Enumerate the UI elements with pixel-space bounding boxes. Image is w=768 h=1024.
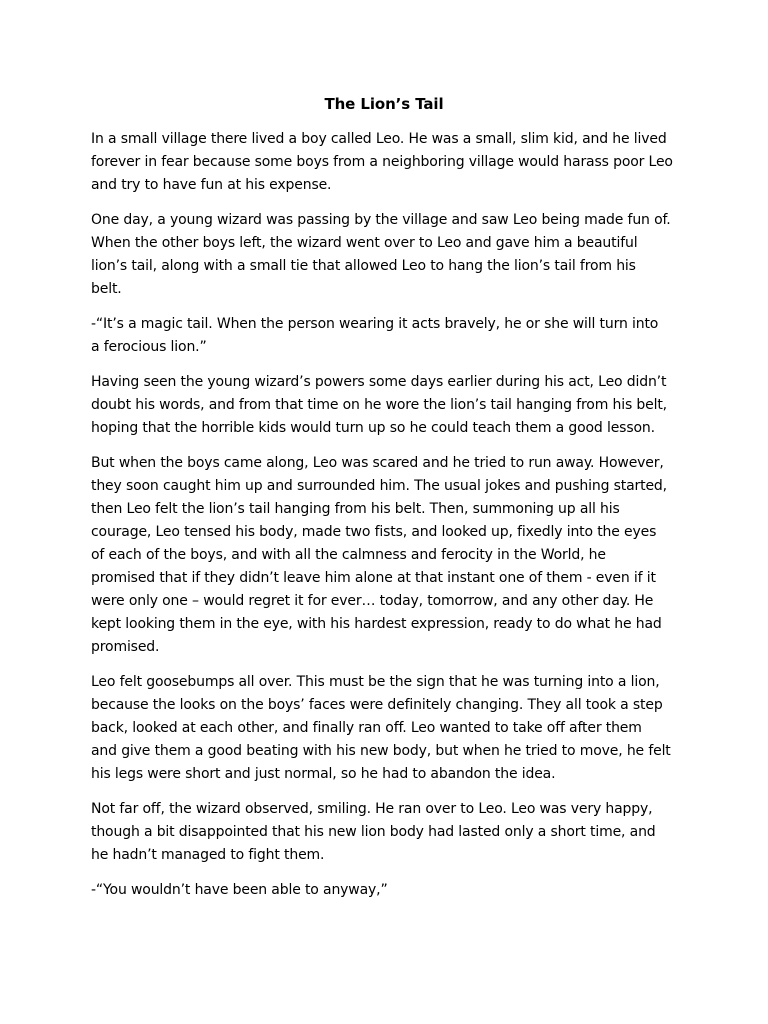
- text-line: In a small village there lived a boy called Leo. He was a small, slim kid, and he lived: [91, 131, 667, 147]
- document-title: The Lion’s Tail: [324, 95, 444, 113]
- document-body: [91, 128, 681, 914]
- text-line: But when the boys came along, Leo was scared and he tried to run away. However,: [91, 455, 664, 471]
- paragraph: [91, 879, 681, 902]
- text-line: Not far off, the wizard observed, smiling. He ran over to Leo. Leo was very happy,: [91, 801, 653, 817]
- text-line: kept looking them in the eye, with his hardest expression, ready to do what he had: [91, 616, 662, 632]
- text-line: When the other boys left, the wizard went over to Leo and gave him a beautiful: [91, 235, 638, 251]
- text-line: promised.: [91, 639, 160, 655]
- text-line: and try to have fun at his expense.: [91, 177, 332, 193]
- text-line: courage, Leo tensed his body, made two fists, and looked up, fixedly into the eyes: [91, 524, 657, 540]
- text-line: hoping that the horrible kids would turn up so he could teach them a good lesson.: [91, 420, 655, 436]
- text-line: belt.: [91, 281, 122, 297]
- text-line: of each of the boys, and with all the calmness and ferocity in the World, he: [91, 547, 606, 563]
- paragraph: [91, 452, 681, 659]
- text-line: back, looked at each other, and finally ran off. Leo wanted to take off after them: [91, 720, 642, 736]
- paragraph: [91, 313, 681, 359]
- text-line: Leo felt goosebumps all over. This must be the sign that he was turning into a lion,: [91, 674, 660, 690]
- text-line: and give them a good beating with his new body, but when he tried to move, he felt: [91, 743, 671, 759]
- text-line: he hadn’t managed to fight them.: [91, 847, 325, 863]
- text-line: his legs were short and just normal, so he had to abandon the idea.: [91, 766, 556, 782]
- text-line: -“You wouldn’t have been able to anyway,”: [91, 882, 388, 898]
- text-line: then Leo felt the lion’s tail hanging from his belt. Then, summoning up all his: [91, 501, 620, 517]
- text-line: forever in fear because some boys from a neighboring village would harass poor Leo: [91, 154, 673, 170]
- text-line: because the looks on the boys’ faces were definitely changing. They all took a step: [91, 697, 663, 713]
- paragraph: [91, 128, 681, 197]
- text-line: promised that if they didn’t leave him alone at that instant one of them - even if it: [91, 570, 656, 586]
- text-line: One day, a young wizard was passing by the village and saw Leo being made fun of.: [91, 212, 671, 228]
- text-line: a ferocious lion.”: [91, 339, 207, 355]
- paragraph: [91, 798, 681, 867]
- text-line: doubt his words, and from that time on he wore the lion’s tail hanging from his belt,: [91, 397, 667, 413]
- text-line: lion’s tail, along with a small tie that allowed Leo to hang the lion’s tail from his: [91, 258, 636, 274]
- text-line: Having seen the young wizard’s powers some days earlier during his act, Leo didn’t: [91, 374, 667, 390]
- paragraph: [91, 371, 681, 440]
- text-line: they soon caught him up and surrounded him. The usual jokes and pushing started,: [91, 478, 667, 494]
- text-line: were only one – would regret it for ever… today, tomorrow, and any other day. He: [91, 593, 654, 609]
- paragraph: [91, 671, 681, 786]
- text-line: -“It’s a magic tail. When the person wearing it acts bravely, he or she will turn into: [91, 316, 659, 332]
- paragraph: [91, 209, 681, 301]
- text-line: though a bit disappointed that his new lion body had lasted only a short time, and: [91, 824, 656, 840]
